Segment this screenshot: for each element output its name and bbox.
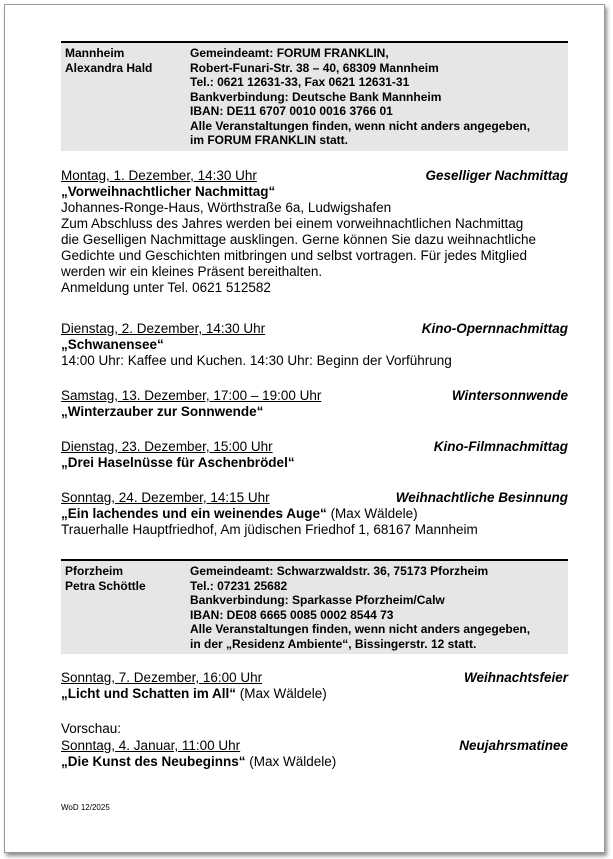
event-entry xyxy=(61,439,568,471)
phone-line: Tel.: 0621 12631-33, Fax 0621 12631-31 xyxy=(190,75,410,89)
event-category: Kino-Filmnachmittag xyxy=(433,439,568,454)
event-title xyxy=(61,754,568,770)
bank-line: Bankverbindung: Deutsche Bank Mannheim xyxy=(190,89,442,104)
event-category: Weihnachtsfeier xyxy=(463,670,568,685)
event-date: Dienstag, 23. Dezember, 15:00 Uhr xyxy=(61,439,273,454)
pforzheim-address-block xyxy=(190,564,568,651)
document-page xyxy=(4,4,605,853)
event-location: Johannes-Ronge-Haus, Wörthstraße 6a, Ludwigshafen xyxy=(61,200,392,215)
event-category: Weihnachtliche Besinnung xyxy=(395,490,568,505)
address-line: Gemeindeamt: Schwarzwaldstr. 36, 75173 Pforzheim xyxy=(190,564,489,578)
venue-note: Alle Veranstaltungen finden, wenn nicht anders angegeben, xyxy=(190,118,531,133)
event-location: Trauerhalle Hauptfriedhof, Am jüdischen Friedhof 1, 68167 Mannheim xyxy=(61,522,478,537)
event-entry xyxy=(61,321,568,369)
event-entry xyxy=(61,670,568,702)
iban-line: IBAN: DE08 6665 0085 0002 8544 73 xyxy=(190,607,394,622)
pforzheim-info-box xyxy=(61,559,568,654)
venue-note: Alle Veranstaltungen finden, wenn nicht anders angegeben, xyxy=(190,622,531,636)
event-entry xyxy=(61,738,568,770)
event-description: Gedichte und Geschichten mitbringen und selbst vortragen. Für jedes Mitglied xyxy=(61,248,528,263)
event-category: Geselliger Nachmittag xyxy=(425,168,568,183)
event-entry xyxy=(61,168,568,296)
event-date: Dienstag, 2. Dezember, 14:30 Uhr xyxy=(61,321,266,336)
event-date: Sonntag, 4. Januar, 11:00 Uhr xyxy=(61,738,241,753)
mannheim-left-column xyxy=(65,46,152,75)
address-line: Robert-Funari-Str. 38 – 40, 68309 Mannheim xyxy=(190,60,439,75)
event-entry xyxy=(61,388,568,420)
event-author: (Max Wäldele) xyxy=(236,686,327,701)
event-title: „Schwanensee“ xyxy=(61,337,164,352)
event-category: Wintersonnwende xyxy=(451,388,568,403)
bank-line: Bankverbindung: Sparkasse Pforzheim/Calw xyxy=(190,593,445,607)
venue-note: im FORUM FRANKLIN statt. xyxy=(190,133,348,147)
event-description: Zum Abschluss des Jahres werden bei einem vorweihnachtlichen Nachmittag xyxy=(61,216,524,231)
event-author: (Max Wäldele) xyxy=(326,506,418,521)
event-title: „Drei Haselnüsse für Aschenbrödel“ xyxy=(61,455,295,470)
venue-note: in der „Residenz Ambiente“, Bissingerstr. 12 statt. xyxy=(190,636,477,651)
mannheim-info-box xyxy=(61,41,568,151)
event-title: „Vorweihnachtlicher Nachmittag“ xyxy=(61,184,276,199)
contact-name: Alexandra Hald xyxy=(65,60,153,75)
event-date: Sonntag, 7. Dezember, 16:00 Uhr xyxy=(61,670,263,685)
event-date: Sonntag, 24. Dezember, 14:15 Uhr xyxy=(61,490,270,505)
event-title-text: „Ein lachendes und ein weinendes Auge“ xyxy=(61,506,327,521)
pforzheim-left-column xyxy=(65,564,146,593)
preview-label: Vorschau: xyxy=(61,721,122,736)
event-title xyxy=(61,686,568,702)
event-author: (Max Wäldele) xyxy=(245,754,337,769)
city-name: Mannheim xyxy=(65,46,125,60)
address-line: Gemeindeamt: FORUM FRANKLIN, xyxy=(190,46,389,60)
event-description: die Geselligen Nachmittage ausklingen. Gerne können Sie dazu weihnachtliche xyxy=(61,232,537,247)
mannheim-address-block xyxy=(190,46,568,148)
event-category: Kino-Opernnachmittag xyxy=(421,321,568,336)
iban-line: IBAN: DE11 6707 0010 0016 3766 01 xyxy=(190,104,393,118)
event-registration: Anmeldung unter Tel. 0621 512582 xyxy=(61,280,271,295)
event-details: 14:00 Uhr: Kaffee und Kuchen. 14:30 Uhr: Beginn der Vorführung xyxy=(61,353,452,368)
event-title-text: „Die Kunst des Neubeginns“ xyxy=(61,754,246,769)
event-date: Samstag, 13. Dezember, 17:00 – 19:00 Uhr xyxy=(61,388,322,403)
event-description: werden wir ein kleines Präsent bereithalten. xyxy=(61,264,323,279)
event-title-text: „Licht und Schatten im All“ xyxy=(61,686,237,701)
event-category: Neujahrsmatinee xyxy=(459,738,568,753)
event-title: „Winterzauber zur Sonnwende“ xyxy=(61,404,264,419)
phone-line: Tel.: 07231 25682 xyxy=(190,578,288,593)
event-date: Montag, 1. Dezember, 14:30 Uhr xyxy=(61,168,257,183)
contact-name: Petra Schöttle xyxy=(65,578,146,593)
footer-code: WoD 12/2025 xyxy=(61,803,110,812)
event-entry xyxy=(61,490,568,538)
event-title xyxy=(61,506,568,522)
city-name: Pforzheim xyxy=(65,564,124,578)
